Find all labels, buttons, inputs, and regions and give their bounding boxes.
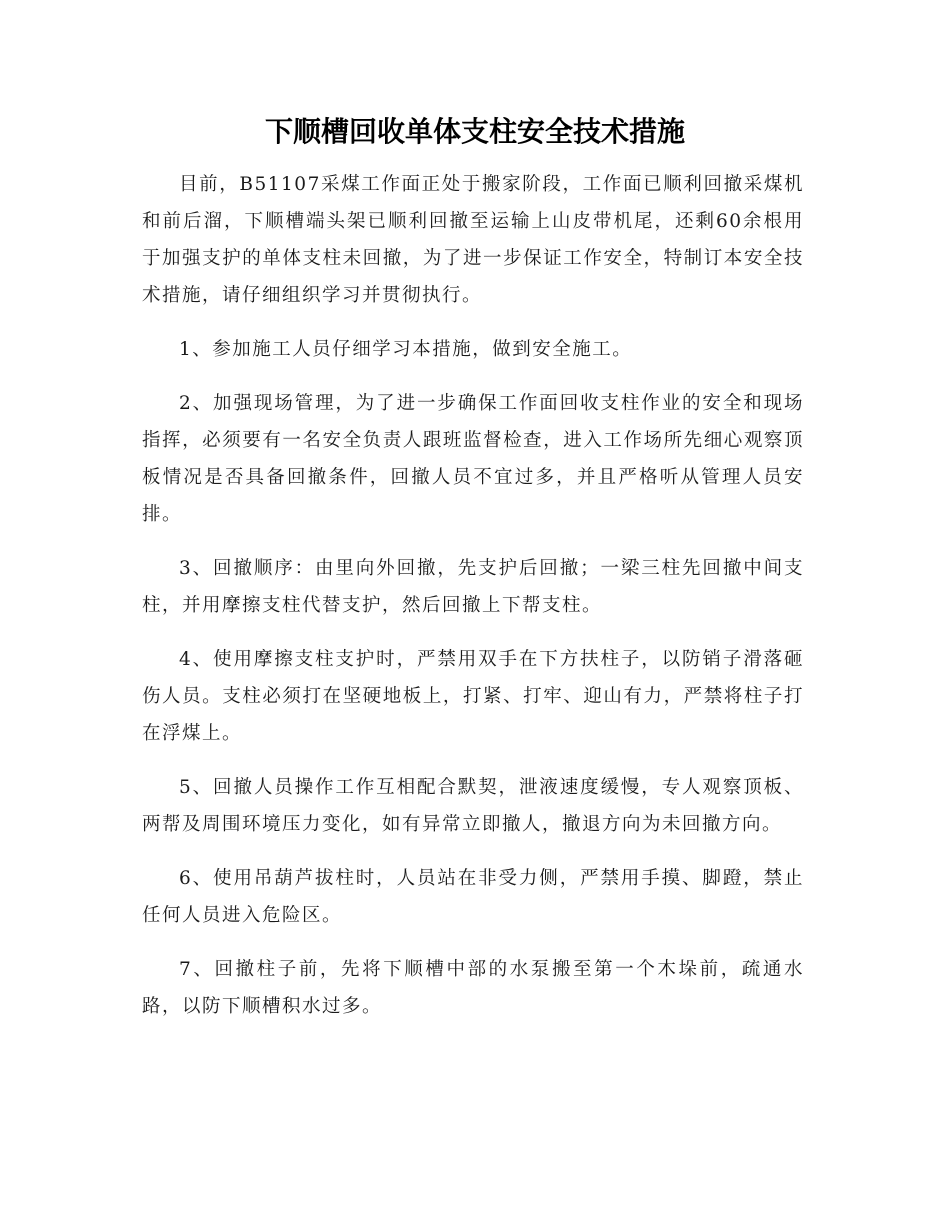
- document-body: [142, 166, 804, 1025]
- measure-item-3: 3、回撤顺序：由里向外回撤，先支护后回撤；一梁三柱先回撤中间支柱，并用摩擦支柱代替支护，然后回撤上下帮支柱。: [142, 558, 804, 616]
- measure-item-5: 5、回撤人员操作工作互相配合默契，泄液速度缓慢，专人观察顶板、两帮及周围环境压力变化，如有异常立即撤人，撤退方向为未回撤方向。: [142, 777, 804, 835]
- document-title: 下顺槽回收单体支柱安全技术措施: [264, 115, 685, 148]
- intro-paragraph: 目前，B51107采煤工作面正处于搬家阶段，工作面已顺利回撤采煤机和前后溜，下顺槽端头架已顺利回撤至运输上山皮带机尾，还剩60余根用于加强支护的单体支柱未回撤，为了进一步保证工作安全，特制订本安全技术措施，请仔细组织学习并贯彻执行。: [142, 174, 804, 306]
- measure-item-4: 4、使用摩擦支柱支护时，严禁用双手在下方扶柱子，以防销子滑落砸伤人员。支柱必须打在坚硬地板上，打紧、打牢、迎山有力，严禁将柱子打在浮煤上。: [142, 649, 804, 744]
- measure-item-2: 2、加强现场管理，为了进一步确保工作面回收支柱作业的安全和现场指挥，必须要有一名安全负责人跟班监督检查，进入工作场所先细心观察顶板情况是否具备回撤条件，回撤人员不宜过多，并且严格听从管理人员安排。: [142, 393, 804, 525]
- measure-item-6: 6、使用吊葫芦拔柱时，人员站在非受力侧，严禁用手摸、脚蹬，禁止任何人员进入危险区。: [142, 868, 804, 926]
- measure-item-1: 1、参加施工人员仔细学习本措施，做到安全施工。: [179, 339, 633, 360]
- measure-item-7: 7、回撤柱子前，先将下顺槽中部的水泵搬至第一个木垛前，疏通水路，以防下顺槽积水过多。: [142, 959, 804, 1017]
